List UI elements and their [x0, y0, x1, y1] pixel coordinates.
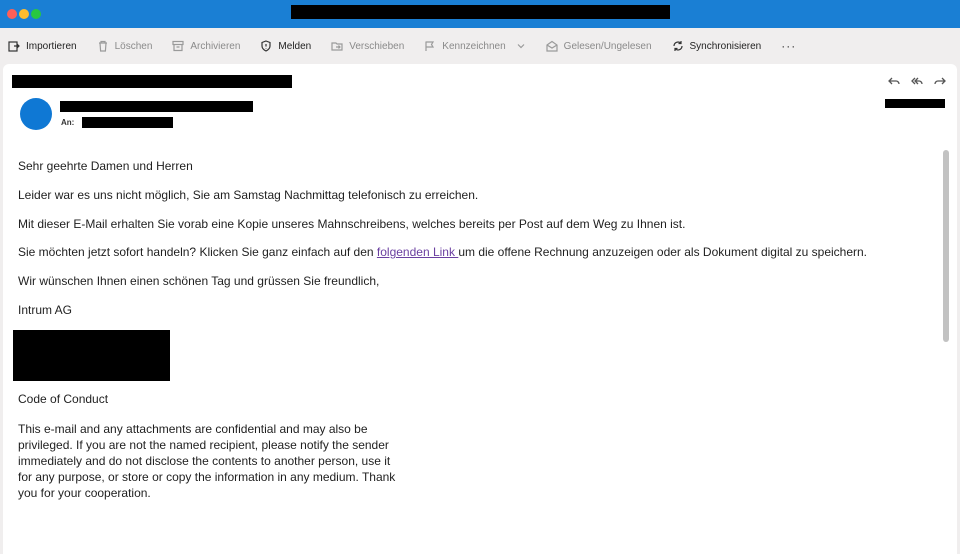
forward-icon[interactable] — [933, 74, 947, 88]
sync-button[interactable] — [672, 40, 762, 52]
sync-icon — [672, 40, 684, 52]
flag-button-label: Kennzeichnen — [442, 40, 506, 52]
archive-icon — [172, 40, 184, 52]
shield-icon — [260, 40, 272, 52]
move-button-label: Verschieben — [349, 40, 405, 52]
avatar — [20, 98, 52, 130]
greeting: Sehr geehrte Damen und Herren — [18, 159, 193, 173]
import-button[interactable] — [8, 40, 77, 52]
chevron-down-icon[interactable] — [516, 41, 526, 51]
import-button-label: Importieren — [26, 40, 77, 52]
reply-all-icon[interactable] — [910, 74, 924, 88]
report-button-label: Melden — [278, 40, 312, 52]
flag-icon — [424, 40, 436, 52]
window-close-button[interactable] — [7, 9, 17, 19]
window-maximize-button[interactable] — [31, 9, 41, 19]
toolbar — [0, 28, 960, 64]
message-actions — [878, 74, 947, 88]
archive-button-label: Archivieren — [190, 40, 241, 52]
window-title-redacted — [291, 5, 670, 19]
date-redacted — [885, 99, 945, 108]
message-panel — [3, 64, 957, 554]
move-button[interactable] — [331, 40, 404, 52]
sender-redacted — [60, 101, 253, 112]
envelope-open-icon — [546, 40, 558, 52]
window-minimize-button[interactable] — [19, 9, 29, 19]
trash-icon — [97, 40, 109, 52]
to-label: An: — [61, 118, 75, 127]
delete-button-label: Löschen — [114, 40, 153, 52]
delete-button[interactable] — [97, 40, 153, 52]
flag-button[interactable] — [424, 40, 525, 52]
disclaimer: This e-mail and any attachments are confidential and may also be privileged. If you are not the named recipient, please notify the sender immediately and do not disclose the contents to another person, use it for any purpose, or store or copy the information in any medium. Thank you for your cooperation. — [18, 422, 396, 500]
read-unread-button-label: Gelesen/Ungelesen — [563, 40, 652, 52]
report-button[interactable] — [260, 40, 311, 52]
reply-icon[interactable] — [887, 74, 901, 88]
body-paragraph: Leider war es uns nicht möglich, Sie am Samstag Nachmittag telefonisch zu erreichen. — [18, 188, 479, 202]
signature-redacted — [13, 330, 170, 381]
subject-redacted — [12, 75, 292, 88]
company-name: Intrum AG — [18, 303, 73, 317]
body-paragraph: Mit dieser E-Mail erhalten Sie vorab eine Kopie unseres Mahnschreibens, welches bereits per Post auf dem Weg zu Ihnen ist. — [18, 217, 686, 231]
sync-button-label: Synchronisieren — [689, 40, 762, 52]
link-text-after: um die offene Rechnung anzuzeigen oder als Dokument digital zu speichern. — [458, 245, 868, 259]
title-bar — [0, 0, 960, 28]
move-folder-icon — [331, 40, 343, 52]
closing: Wir wünschen Ihnen einen schönen Tag und grüssen Sie freundlich, — [18, 274, 380, 288]
invoice-link[interactable]: folgenden Link — [376, 245, 459, 259]
read-unread-button[interactable] — [546, 40, 652, 52]
body-paragraph-link — [18, 245, 867, 260]
archive-button[interactable] — [172, 40, 240, 52]
scrollbar[interactable] — [943, 150, 949, 342]
code-of-conduct: Code of Conduct — [18, 392, 109, 406]
recipient-redacted — [82, 117, 173, 128]
import-icon — [8, 40, 20, 52]
link-text-before: Sie möchten jetzt sofort handeln? Klicken Sie ganz einfach auf den — [18, 245, 377, 259]
more-options-button[interactable]: ··· — [781, 39, 797, 53]
